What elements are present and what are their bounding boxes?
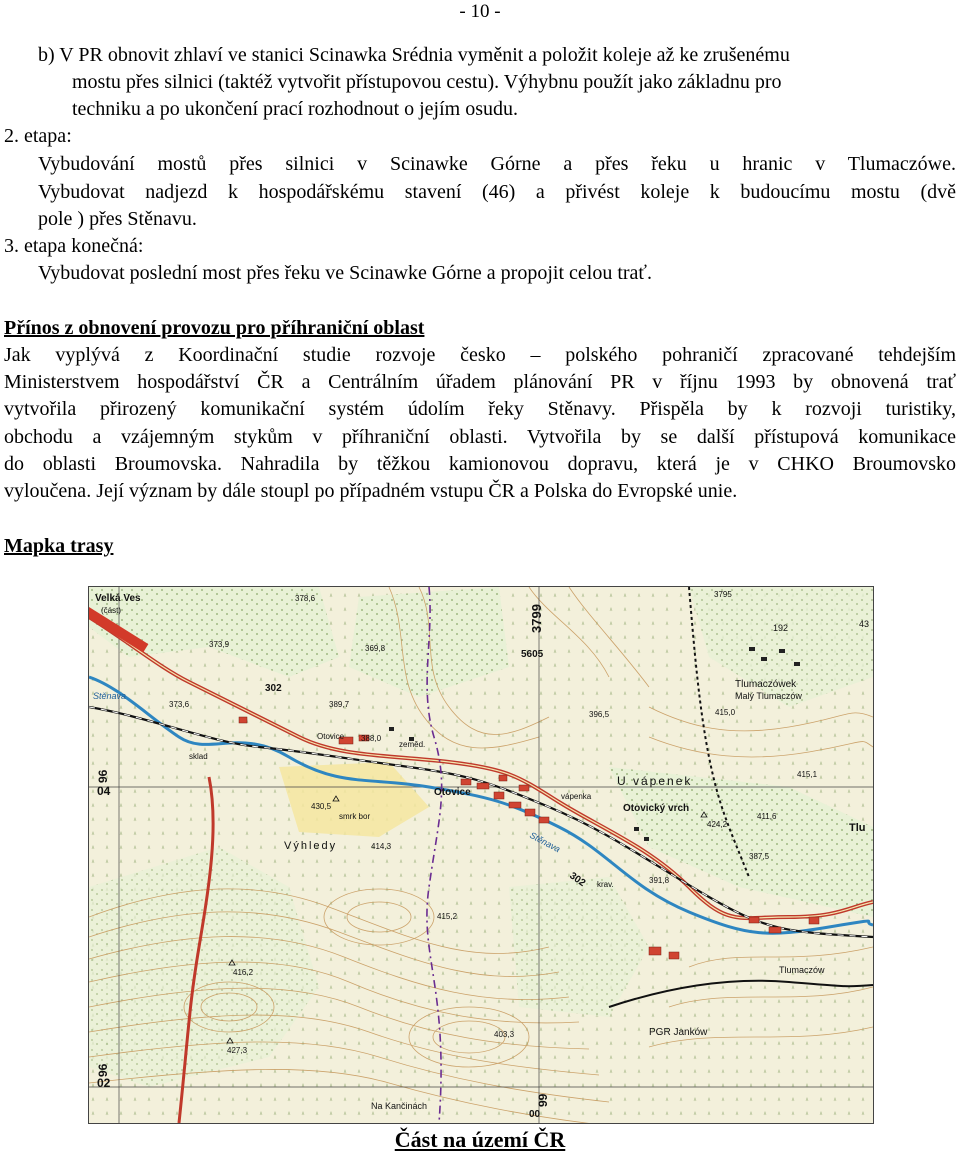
stage-2-heading: 2. etapa: — [4, 125, 72, 147]
label-tlu: Tlu — [849, 822, 866, 834]
map-caption: Část na území ČR — [394, 1127, 566, 1152]
label-otovice: Otovice — [434, 787, 471, 798]
elevation-label: 415,0 — [715, 708, 736, 717]
route-map — [88, 586, 874, 1124]
label-vapenka: vápenka — [561, 792, 592, 801]
elevation-label: 430,5 — [311, 802, 332, 811]
label-velka-ves-sub: (část) — [101, 606, 121, 615]
label-tlumaczow: Tlumaczów — [779, 965, 825, 975]
elevation-label: 415,1 — [797, 770, 818, 779]
benefit-heading: Přínos z obnovení provozu pro příhraniční oblast — [4, 317, 425, 339]
stage-2-line-1: Vybudování mostů přes silnici v Scinawke Górne a přes řeku u hranic v Tlumaczówe. — [38, 153, 956, 175]
elevation-label: 414,3 — [371, 842, 392, 851]
label-grid-99: 99 — [536, 1093, 550, 1107]
map-heading: Mapka trasy — [4, 535, 114, 557]
stage-2-line-2: Vybudovat nadjezd k hospodářskému stavení (46) a přivést koleje k budoucímu mostu (dvě — [38, 181, 956, 203]
label-otovicky-vrch: Otovický vrch — [623, 803, 690, 814]
elevation-label: 378,6 — [295, 594, 316, 603]
label-velka-ves: Velká Ves — [95, 593, 141, 604]
elevation-label: 388,0 — [361, 734, 382, 743]
label-tlumaczowek: Tlumaczówek — [735, 679, 797, 690]
grid-label-192: 192 — [773, 623, 789, 633]
label-road-302a: 302 — [265, 683, 282, 694]
label-grid-96b: 96 — [96, 1063, 110, 1077]
label-na-kancinach: Na Kančinách — [371, 1101, 428, 1111]
elevation-label: 3795 — [714, 590, 732, 599]
label-stenava-center: Stěnava — [528, 829, 562, 855]
route-map-svg — [89, 587, 873, 1123]
elevation-label: 387,5 — [749, 852, 770, 861]
label-grid-02: 02 — [97, 1076, 111, 1090]
label-sheet-3799: 3799 — [529, 604, 544, 633]
grid-label-43: 43 — [859, 619, 870, 629]
benefit-line-6: vyloučena. Její význam by dále stoupl po případném vstupu ČR a Polska do Evropské unie. — [4, 480, 738, 502]
elevation-label: 403,3 — [494, 1030, 515, 1039]
elevation-label: 424,2 — [707, 820, 728, 829]
section-b-line-3: techniku a po ukončení prací rozhodnout o jejím osudu. — [72, 98, 519, 120]
label-u-vapenek: U vápenek — [617, 774, 693, 788]
label-maly-tlumaczow: Malý Tlumaczów — [735, 691, 802, 701]
label-grid-96a: 96 — [96, 769, 110, 783]
elevation-label: 373,6 — [169, 700, 190, 709]
elevation-label: 373,9 — [209, 640, 230, 649]
label-road-302b: 302 — [567, 870, 588, 890]
benefit-line-3: vytvořila přirozený komunikační systém údolím řeky Stěnavy. Přispěla by k rozvoji turistiky, — [4, 398, 956, 420]
label-otovice-small: Otovice — [317, 732, 345, 741]
label-smrk-bor: smrk bor — [339, 812, 371, 821]
benefit-line-5: do oblasti Broumovska. Nahradila by těžkou kamionovou dopravu, která je v CHKO Broumovsko — [4, 453, 956, 475]
stage-3-line-1: Vybudovat poslední most přes řeku ve Scinawke Górne a propojit celou trať. — [38, 262, 652, 284]
label-grid-04: 04 — [97, 784, 111, 798]
elevation-label: 427,3 — [227, 1046, 248, 1055]
stage-2-line-3: pole ) přes Stěnavu. — [38, 208, 197, 230]
section-b-line-1: b) V PR obnovit zhlaví ve stanici Scinawka Srédnia vyměnit a položit koleje až ke zrušenému — [38, 44, 790, 66]
page-number: - 10 - — [459, 1, 501, 22]
elevation-label: 369,8 — [365, 644, 386, 653]
label-krav: krav. — [597, 880, 614, 889]
elevation-label: 416,2 — [233, 968, 254, 977]
label-sheet-5605: 5605 — [521, 649, 544, 660]
label-sklad: sklad — [189, 752, 208, 761]
label-zemed: zeměd. — [399, 740, 426, 749]
benefit-line-1: Jak vyplývá z Koordinační studie rozvoje česko – polského pohraničí zpracované tehdejším — [4, 344, 956, 366]
elevation-label: 396,5 — [589, 710, 610, 719]
stage-3-heading: 3. etapa konečná: — [4, 235, 144, 257]
elevation-label: 391,8 — [649, 876, 670, 885]
elevation-label: 415,2 — [437, 912, 458, 921]
label-grid-00: 00 — [529, 1109, 541, 1120]
elevation-label: 411,6 — [757, 812, 777, 821]
label-vyhledy: Výhledy — [284, 840, 338, 852]
benefit-line-4: obchodu a vzájemným stykům v příhraniční oblasti. Vytvořila by se další přístupová komunikace — [4, 426, 956, 448]
label-stenava-west: Stěnava — [93, 691, 127, 701]
label-pgr-jankow: PGR Janków — [649, 1027, 708, 1038]
section-b-line-2: mostu přes silnici (taktéž vytvořit přístupovou cestu). Výhybnu použít jako základnu pro — [72, 71, 782, 93]
elevation-label: 389,7 — [329, 700, 350, 709]
benefit-line-2: Ministerstvem hospodářství ČR a Centrálním úřadem plánování PR v říjnu 1993 by obnovená trať — [4, 371, 956, 393]
